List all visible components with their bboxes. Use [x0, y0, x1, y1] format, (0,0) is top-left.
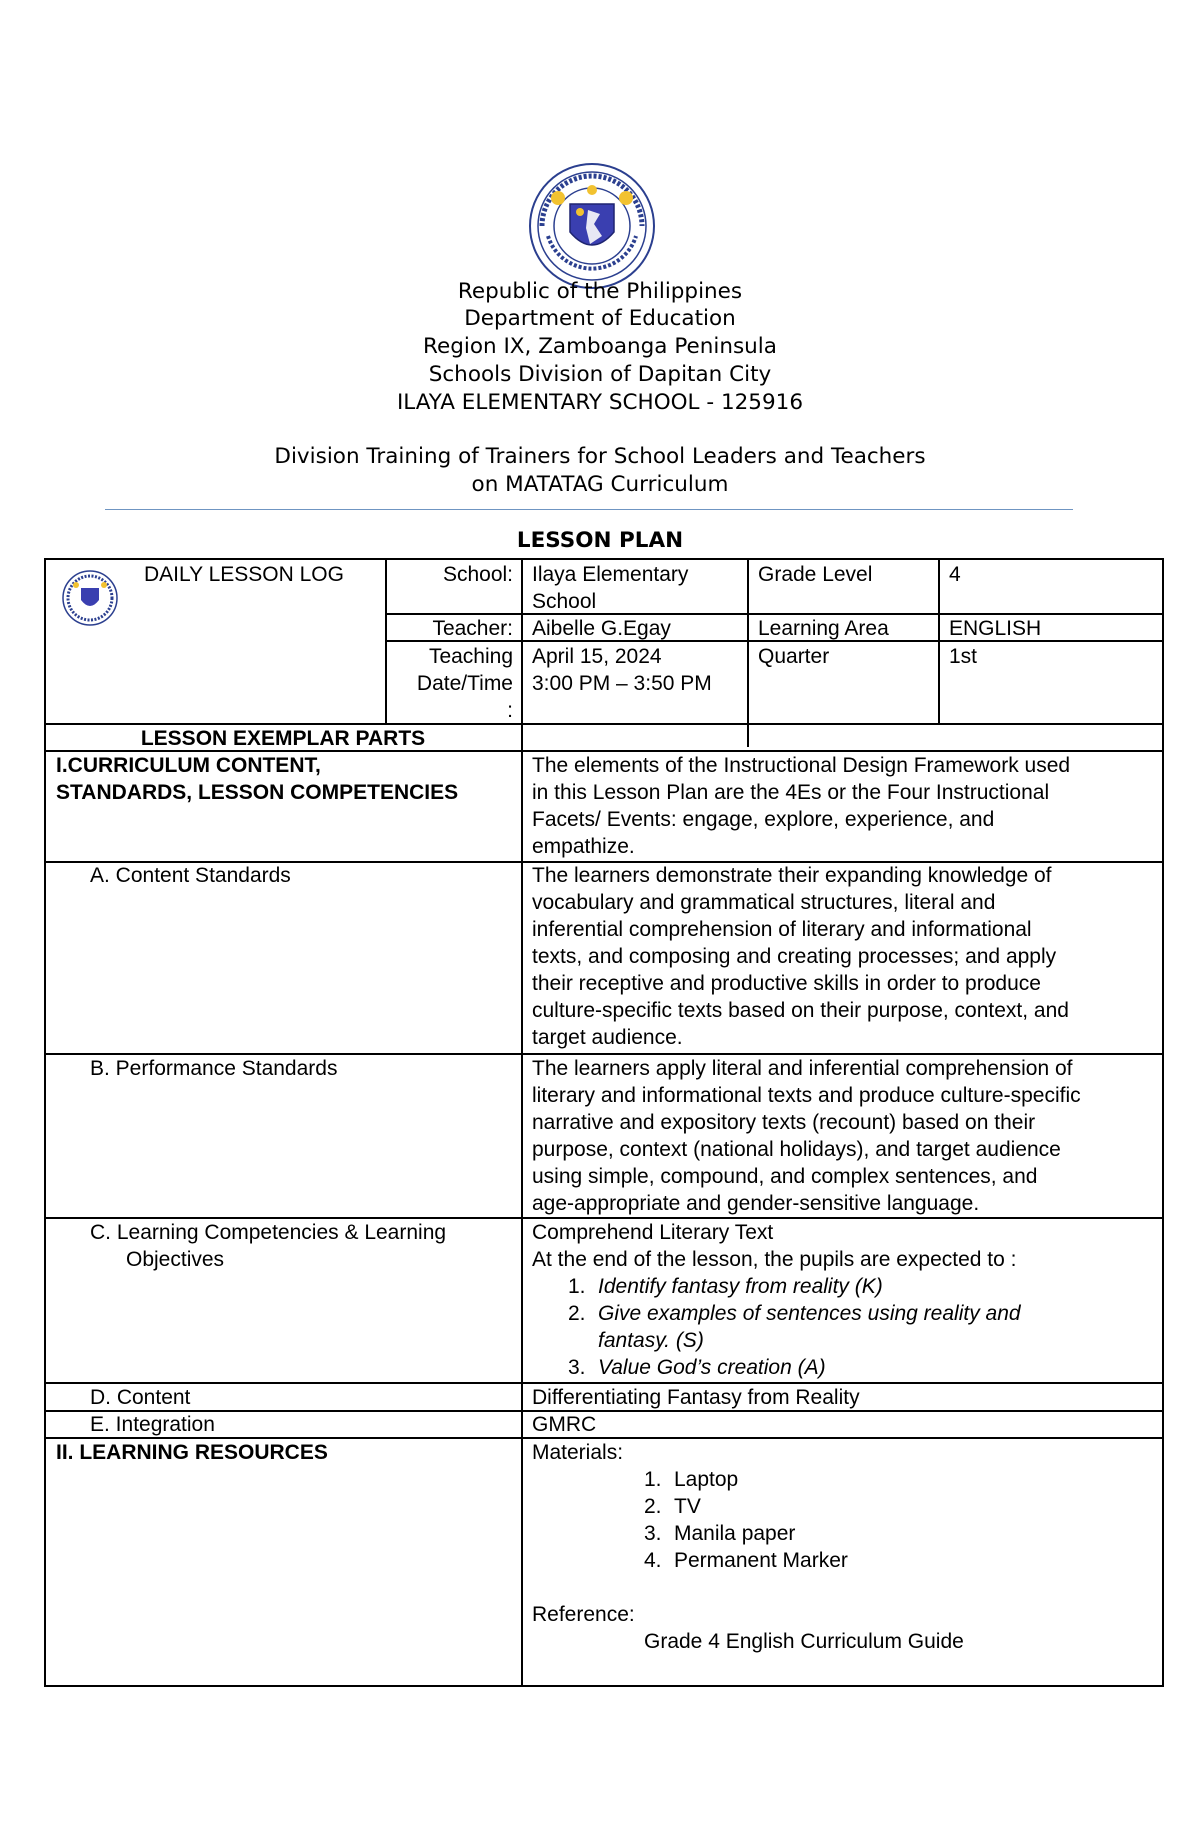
school-name-line: ILAYA ELEMENTARY SCHOOL - 125916: [396, 390, 804, 415]
quarter-value: 1st: [949, 645, 978, 668]
integration-value: GMRC: [532, 1413, 597, 1436]
performance-standards-text: The learners apply literal and inferential comprehension of literary and informational texts and produce culture-specific narrative and expository texts (recount) based on their purpose, context (national holidays), and target audience using simple, compound, and complex sentences, and age-appropriate and gender-sensitive language.: [532, 1057, 1081, 1215]
objective-item: 2. Give examples of sentences using reality and fantasy. (S): [568, 1302, 1021, 1352]
learning-area-label: Learning Area: [758, 617, 889, 640]
teacher-label: Teacher:: [432, 617, 513, 640]
material-item: 4. Permanent Marker: [644, 1549, 848, 1572]
teaching-date-label: Teaching Date/Time :: [416, 645, 513, 722]
learning-competencies-text: Comprehend Literary Text At the end of the lesson, the pupils are expected to : 1. Identify fantasy from reality (K) 2. Give examples of sentences using reality and fantasy. (S) 3. Value God’s creation (A): [532, 1219, 1152, 1381]
region-line: Region IX, Zamboanga Peninsula: [423, 334, 777, 359]
curriculum-content-label: I.CURRICULUM CONTENT, STANDARDS, LESSON COMPETENCIES: [56, 754, 459, 804]
grade-level-label: Grade Level: [758, 563, 873, 586]
learning-area-value: ENGLISH: [949, 617, 1042, 640]
content-label: D. Content: [90, 1386, 191, 1409]
material-item: 2. TV: [644, 1495, 701, 1518]
content-value: Differentiating Fantasy from Reality: [532, 1386, 860, 1409]
content-standards-label: A. Content Standards: [90, 864, 291, 887]
curriculum-content-text: The elements of the Instructional Design Framework used in this Lesson Plan are the 4Es or the Four Instructional Facets/ Events: engage, explore, experience, and empathize.: [532, 754, 1071, 858]
material-item: 3. Manila paper: [644, 1522, 796, 1545]
teaching-date-value: April 15, 2024 3:00 PM – 3:50 PM: [532, 645, 712, 695]
learning-competencies-label: C. Learning Competencies & Learning Objectives: [90, 1221, 447, 1271]
performance-standards-label: B. Performance Standards: [90, 1057, 338, 1080]
objective-item: 1. Identify fantasy from reality (K): [568, 1275, 883, 1298]
objective-item: 3. Value God’s creation (A): [568, 1356, 826, 1379]
department-line: Department of Education: [464, 306, 736, 331]
daily-lesson-log-title: DAILY LESSON LOG: [144, 563, 344, 586]
material-item: 1. Laptop: [644, 1468, 739, 1491]
learning-resources-label: II. LEARNING RESOURCES: [56, 1441, 328, 1464]
school-label: School:: [442, 563, 513, 586]
training-line-2: on MATATAG Curriculum: [471, 472, 729, 497]
content-standards-text: The learners demonstrate their expanding knowledge of vocabulary and grammatical structures, literal and inferential comprehension of literary and informational texts, and composing and creating processes; and apply their receptive and productive skills in order to produce culture-specific texts based on their purpose, context, and target audience.: [532, 864, 1069, 1049]
learning-resources-text: Materials: 1. Laptop 2. TV 3. Manila paper 4. Permanent Marker Reference: Grade 4 English Curriculum Guide: [532, 1439, 1152, 1655]
republic-line: Republic of the Philippines: [457, 279, 743, 304]
grade-level-value: 4: [949, 563, 961, 586]
deped-seal-small-icon: [62, 570, 118, 626]
school-value: Ilaya Elementary School: [532, 563, 689, 613]
quarter-label: Quarter: [758, 645, 830, 668]
training-line-1: Division Training of Trainers for School Leaders and Teachers: [274, 444, 926, 469]
division-line: Schools Division of Dapitan City: [428, 362, 772, 387]
teacher-value: Aibelle G.Egay: [532, 617, 671, 640]
integration-label: E. Integration: [90, 1413, 215, 1436]
lesson-exemplar-parts-heading: LESSON EXEMPLAR PARTS: [140, 727, 426, 750]
lesson-plan-title: LESSON PLAN: [516, 528, 684, 553]
